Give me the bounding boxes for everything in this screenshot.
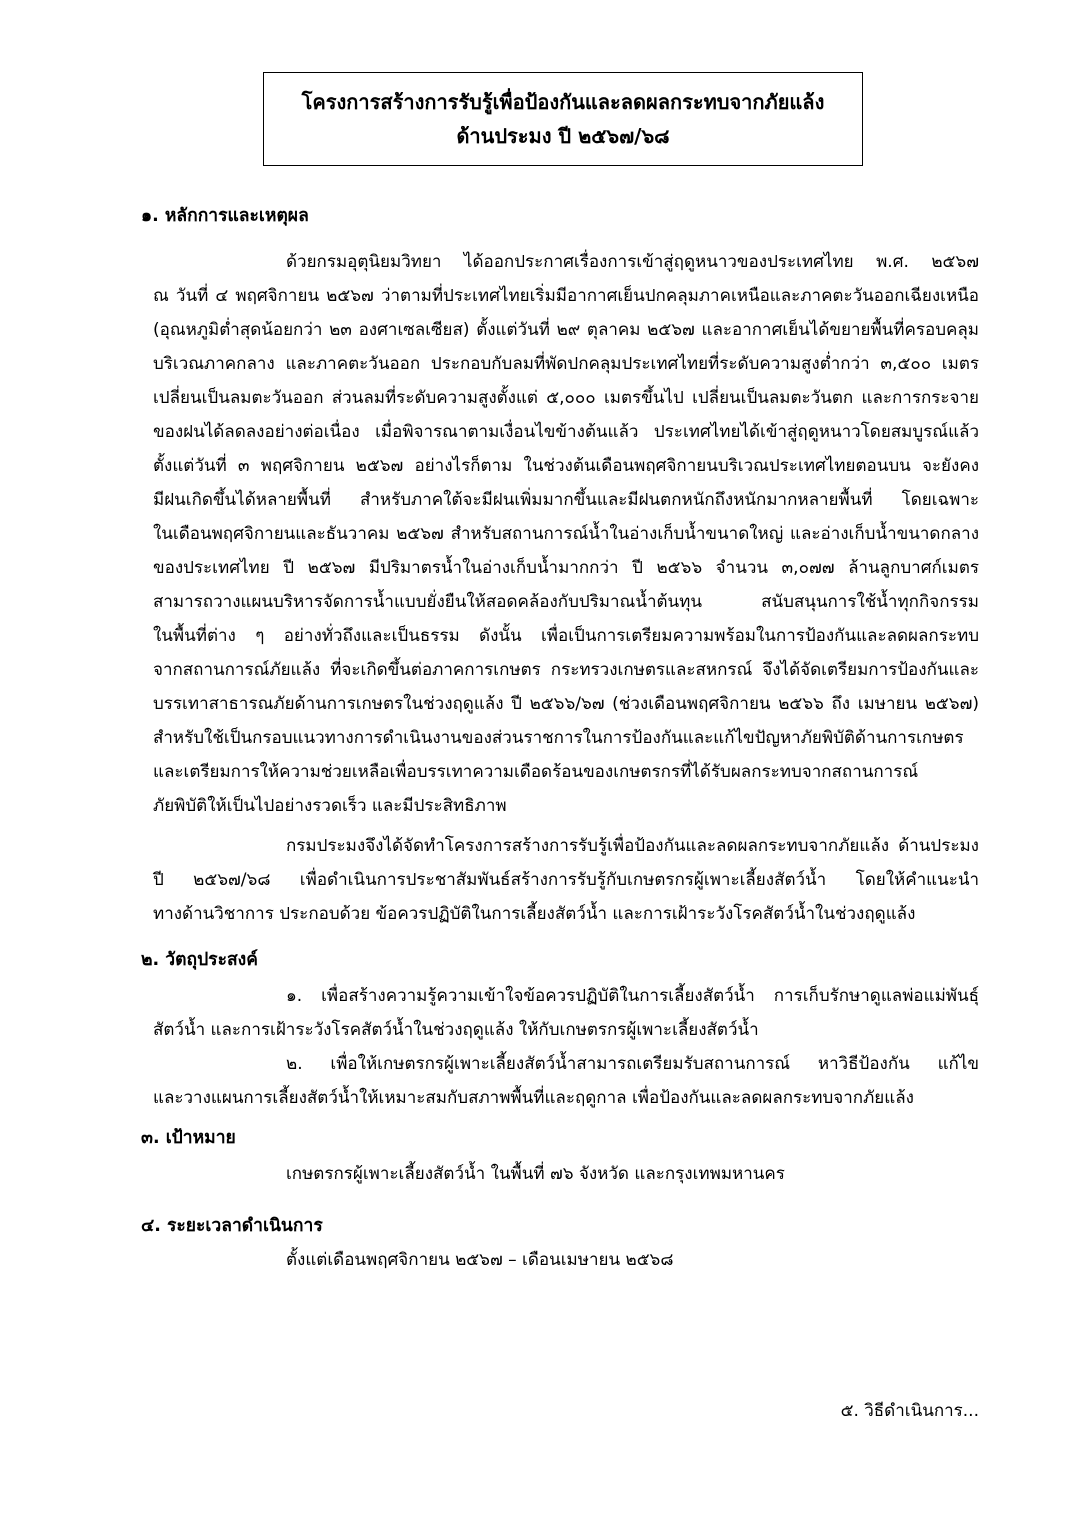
paragraph-line: ในพื้นที่ต่าง ๆ อย่างทั่วถึงและเป็นธรรม ดังนั้น เพื่อเป็นการเตรียมความพร้อมในการป้องกันและลดผลกระทบ (153, 626, 979, 646)
section-heading-duration: ๔. ระยะเวลาดำเนินการ (141, 1216, 323, 1236)
section-heading-objectives: ๒. วัตถุประสงค์ (141, 950, 258, 970)
duration-text: ตั้งแต่เดือนพฤศจิกายน ๒๕๖๗ – เดือนเมษายน ๒๕๖๘ (286, 1250, 674, 1270)
document-title-line1: โครงการสร้างการรับรู้เพื่อป้องกันและลดผลกระทบจากภัยแล้ง (301, 90, 825, 114)
paragraph-line: ภัยพิบัติให้เป็นไปอย่างรวดเร็ว และมีประสิทธิภาพ (153, 796, 507, 816)
objective-line: และวางแผนการเลี้ยงสัตว์น้ำให้เหมาะสมกับสภาพพื้นที่และฤดูกาล เพื่อป้องกันและลดผลกระทบจากภัยแล้ง (153, 1088, 914, 1108)
paragraph-line: ทางด้านวิชาการ ประกอบด้วย ข้อควรปฏิบัติในการเลี้ยงสัตว์น้ำ และการเฝ้าระวังโรคสัตว์น้ำในช่วงฤดูแล้ง (153, 904, 916, 924)
paragraph-line: และเตรียมการให้ความช่วยเหลือเพื่อบรรเทาความเดือดร้อนของเกษตรกรที่ได้รับผลกระทบจากสถานการณ์ (153, 762, 919, 782)
target-text: เกษตรกรผู้เพาะเลี้ยงสัตว์น้ำ ในพื้นที่ ๗๖ จังหวัด และกรุงเทพมหานคร (286, 1164, 785, 1184)
paragraph-line: ตั้งแต่วันที่ ๓ พฤศจิกายน ๒๕๖๗ อย่างไรก็ตาม ในช่วงต้นเดือนพฤศจิกายนบริเวณประเทศไทยตอนบน จะยังคง (153, 456, 979, 476)
paragraph-line: เปลี่ยนเป็นลมตะวันออก ส่วนลมที่ระดับความสูงตั้งแต่ ๕,๐๐๐ เมตรขึ้นไป เปลี่ยนเป็นลมตะวันตก และการกระจาย (153, 388, 979, 408)
title-box (263, 72, 863, 166)
paragraph-line: สำหรับใช้เป็นกรอบแนวทางการดำเนินงานของส่วนราชการในการป้องกันและแก้ไขปัญหาภัยพิบัติด้านการเกษตร (153, 728, 964, 748)
section-heading-target: ๓. เป้าหมาย (141, 1128, 236, 1148)
paragraph-line: ด้วยกรมอุตุนิยมวิทยา ได้ออกประกาศเรื่องการเข้าสู่ฤดูหนาวของประเทศไทย พ.ศ. ๒๕๖๗ (286, 252, 979, 272)
next-page-marker: ๕. วิธีดำเนินการ... (840, 1401, 979, 1421)
document-title-line2: ด้านประมง ปี ๒๕๖๗/๖๘ (456, 124, 670, 148)
paragraph-line: ของประเทศไทย ปี ๒๕๖๗ มีปริมาตรน้ำในอ่างเก็บน้ำมากกว่า ปี ๒๕๖๖ จำนวน ๓,๐๗๗ ล้านลูกบาศก์เมตร (153, 558, 979, 578)
paragraph-line: สามารถวางแผนบริหารจัดการน้ำแบบยั่งยืนให้สอดคล้องกับปริมาณน้ำต้นทุน สนับสนุนการใช้น้ำทุกกิจกรรม (153, 592, 979, 612)
objective-line: ๒. เพื่อให้เกษตรกรผู้เพาะเลี้ยงสัตว์น้ำสามารถเตรียมรับสถานการณ์ หาวิธีป้องกัน แก้ไข (286, 1054, 979, 1074)
objective-line: สัตว์น้ำ และการเฝ้าระวังโรคสัตว์น้ำในช่วงฤดูแล้ง ให้กับเกษตรกรผู้เพาะเลี้ยงสัตว์น้ำ (153, 1020, 759, 1040)
paragraph-line: ณ วันที่ ๔ พฤศจิกายน ๒๕๖๗ ว่าตามที่ประเทศไทยเริ่มมีอากาศเย็นปกคลุมภาคเหนือและภาคตะวันออกเฉียงเหนือ (153, 286, 979, 306)
paragraph-line: ในเดือนพฤศจิกายนและธันวาคม ๒๕๖๗ สำหรับสถานการณ์น้ำในอ่างเก็บน้ำขนาดใหญ่ และอ่างเก็บน้ำขนาดกลาง (153, 524, 979, 544)
paragraph-line: บรรเทาสาธารณภัยด้านการเกษตรในช่วงฤดูแล้ง ปี ๒๕๖๖/๖๗ (ช่วงเดือนพฤศจิกายน ๒๕๖๖ ถึง เมษายน ๒๕๖๗) (153, 694, 979, 714)
paragraph-line: จากสถานการณ์ภัยแล้ง ที่จะเกิดขึ้นต่อภาคการเกษตร กระทรวงเกษตรและสหกรณ์ จึงได้จัดเตรียมการป้องกันและ (153, 660, 979, 680)
paragraph-line: (อุณหภูมิต่ำสุดน้อยกว่า ๒๓ องศาเซลเซียส) ตั้งแต่วันที่ ๒๙ ตุลาคม ๒๕๖๗ และอากาศเย็นได้ขยายพื้นที่ครอบคลุม (153, 320, 979, 340)
paragraph-line: ของฝนได้ลดลงอย่างต่อเนื่อง เมื่อพิจารณาตามเงื่อนไขข้างต้นแล้ว ประเทศไทยได้เข้าสู่ฤดูหนาวโดยสมบูรณ์แล้ว (153, 422, 979, 442)
paragraph-line: บริเวณภาคกลาง และภาคตะวันออก ประกอบกับลมที่พัดปกคลุมประเทศไทยที่ระดับความสูงต่ำกว่า ๓,๕๐๐ เมตร (153, 354, 979, 374)
paragraph-line: กรมประมงจึงได้จัดทำโครงการสร้างการรับรู้เพื่อป้องกันและลดผลกระทบจากภัยแล้ง ด้านประมง (286, 836, 979, 856)
paragraph-line: ปี ๒๕๖๗/๖๘ เพื่อดำเนินการประชาสัมพันธ์สร้างการรับรู้กับเกษตรกรผู้เพาะเลี้ยงสัตว์น้ำ โดยให้คำแนะนำ (153, 870, 979, 890)
section-heading-rationale: ๑. หลักการและเหตุผล (141, 206, 309, 226)
objective-line: ๑. เพื่อสร้างความรู้ความเข้าใจข้อควรปฏิบัติในการเลี้ยงสัตว์น้ำ การเก็บรักษาดูแลพ่อแม่พันธุ์ (286, 986, 979, 1006)
paragraph-line: มีฝนเกิดขึ้นได้หลายพื้นที่ สำหรับภาคใต้จะมีฝนเพิ่มมากขึ้นและมีฝนตกหนักถึงหนักมากหลายพื้นที่ โดยเฉพาะ (153, 490, 979, 510)
